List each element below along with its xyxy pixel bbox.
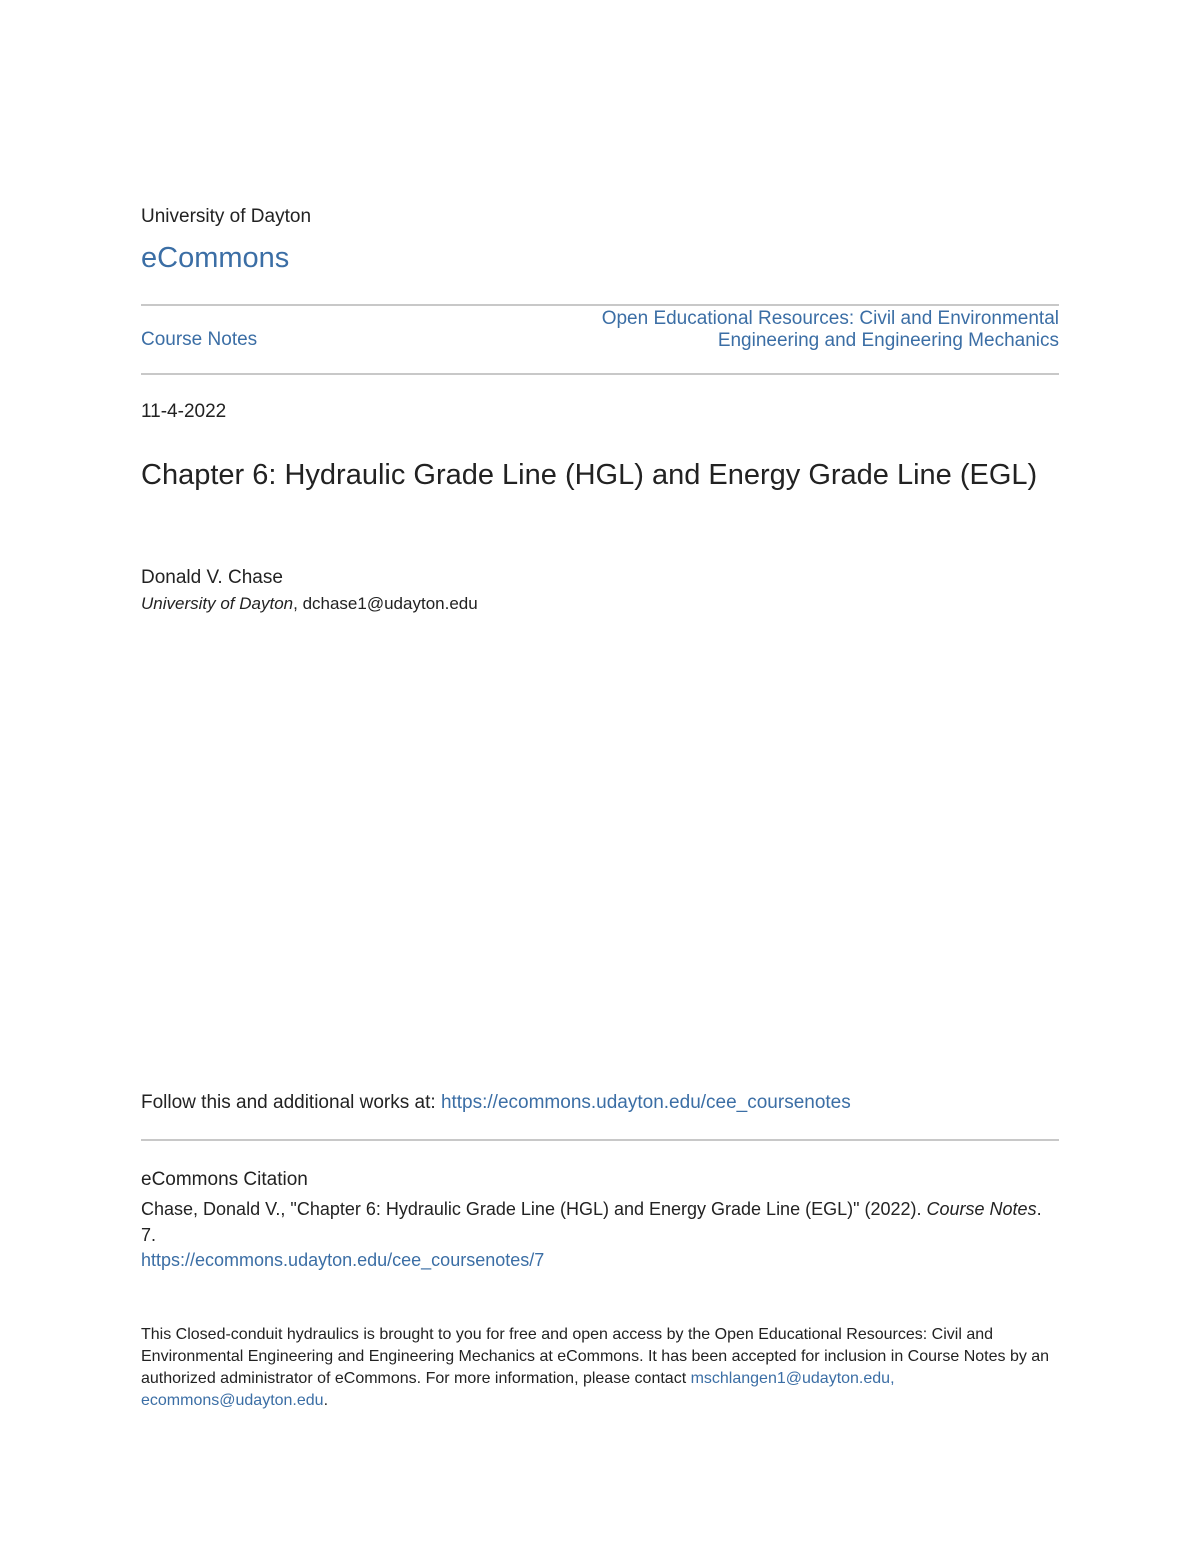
citation-divider: [141, 1139, 1059, 1141]
citation-prefix: Chase, Donald V., "Chapter 6: Hydraulic Grade Line (HGL) and Energy Grade Line (EGL)" (2022).: [141, 1199, 927, 1219]
citation-url-link[interactable]: https://ecommons.udayton.edu/cee_coursenotes/7: [141, 1250, 545, 1270]
citation-text: [141, 1196, 1059, 1248]
author-name: Donald V. Chase: [141, 567, 283, 588]
university-name: University of Dayton: [141, 206, 312, 227]
citation-series: Course Notes: [926, 1199, 1037, 1219]
author-affiliation: [141, 594, 478, 614]
document-title: Chapter 6: Hydraulic Grade Line (HGL) and Energy Grade Line (EGL): [141, 459, 1038, 491]
publication-date: 11-4-2022: [141, 401, 227, 422]
collection-url-link[interactable]: https://ecommons.udayton.edu/cee_coursenotes: [440, 1092, 851, 1113]
access-notice: [141, 1324, 1059, 1412]
repository-name[interactable]: eCommons: [141, 242, 290, 274]
notice-end: .: [323, 1392, 329, 1409]
top-divider: [141, 304, 1059, 306]
course-notes-link[interactable]: Course Notes: [141, 329, 258, 350]
affiliation-email: , dchase1@udayton.edu: [293, 594, 478, 613]
follow-prefix: Follow this and additional works at:: [141, 1092, 441, 1113]
citation-url: [141, 1250, 544, 1271]
contact-emails-link[interactable]: mschlangen1@udayton.edu, ecommons@udayton.edu: [141, 1370, 895, 1409]
citation-heading: eCommons Citation: [141, 1169, 308, 1190]
follow-line: [141, 1092, 851, 1114]
notice-text: This Closed-conduit hydraulics is brought to you for free and open access by the Open Educational Resources: Civil and Environmental Engineering and Engineering Mechanics at eCommons. It has been accepted for inclusion in Course Notes by an authorized administrator of eCommons. For more information, please contact: [141, 1326, 1050, 1387]
series-divider: [141, 373, 1059, 375]
affiliation-institution: University of Dayton: [141, 594, 294, 613]
series-link[interactable]: Open Educational Resources: Civil and Environmental Engineering and Engineering Mechanics: [601, 308, 1059, 351]
citation-suffix: . 7.: [141, 1199, 1042, 1245]
cover-page: [141, 0, 1059, 1553]
